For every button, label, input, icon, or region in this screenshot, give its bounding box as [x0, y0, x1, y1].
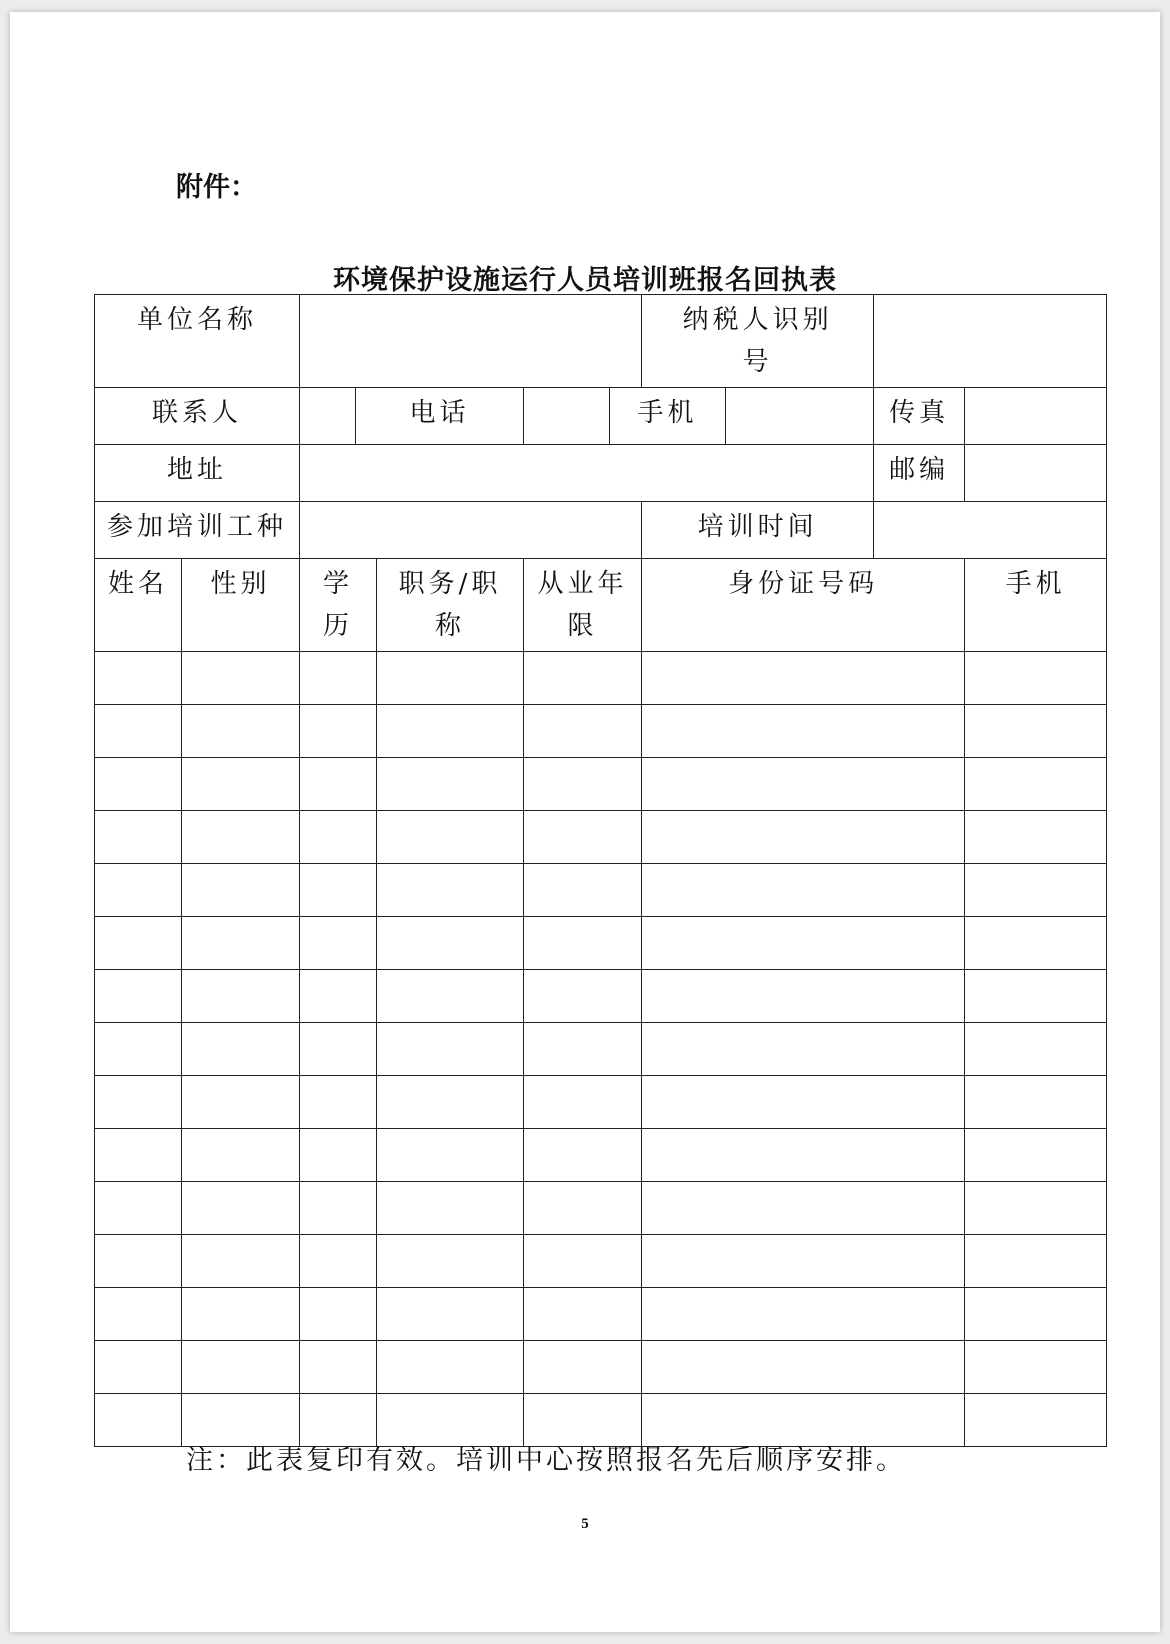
col-header-gender: 性别	[182, 559, 300, 652]
cell-gender[interactable]	[182, 758, 300, 811]
cell-id-number[interactable]	[642, 864, 965, 917]
cell-mobile[interactable]	[965, 652, 1107, 705]
table-row	[95, 917, 1107, 970]
cell-name[interactable]	[95, 1341, 182, 1394]
training-time-label: 培训时间	[642, 502, 874, 559]
cell-title[interactable]	[377, 864, 524, 917]
cell-title[interactable]	[377, 1182, 524, 1235]
table-row	[95, 1235, 1107, 1288]
cell-years[interactable]	[524, 1076, 642, 1129]
cell-title[interactable]	[377, 1076, 524, 1129]
cell-years[interactable]	[524, 652, 642, 705]
cell-name[interactable]	[95, 758, 182, 811]
cell-name[interactable]	[95, 1129, 182, 1182]
unit-name-label: 单位名称	[95, 295, 300, 388]
cell-mobile[interactable]	[965, 1341, 1107, 1394]
cell-mobile[interactable]	[965, 970, 1107, 1023]
cell-mobile[interactable]	[965, 1129, 1107, 1182]
mobile-label: 手机	[610, 388, 726, 445]
table-row	[95, 1023, 1107, 1076]
table-row	[95, 970, 1107, 1023]
table-row	[95, 1129, 1107, 1182]
cell-years[interactable]	[524, 1235, 642, 1288]
cell-education[interactable]	[300, 864, 377, 917]
cell-gender[interactable]	[182, 1076, 300, 1129]
cell-mobile[interactable]	[965, 864, 1107, 917]
table-row	[95, 1288, 1107, 1341]
cell-education[interactable]	[300, 1023, 377, 1076]
cell-name[interactable]	[95, 1182, 182, 1235]
cell-id-number[interactable]	[642, 1288, 965, 1341]
cell-name[interactable]	[95, 1394, 182, 1447]
address-label: 地址	[95, 445, 300, 502]
cell-id-number[interactable]	[642, 652, 965, 705]
cell-title[interactable]	[377, 1235, 524, 1288]
table-row	[95, 1076, 1107, 1129]
col-header-title: 职务/职 称	[377, 559, 524, 652]
cell-id-number[interactable]	[642, 811, 965, 864]
cell-id-number[interactable]	[642, 1235, 965, 1288]
contact-label: 联系人	[95, 388, 300, 445]
cell-years[interactable]	[524, 811, 642, 864]
cell-education[interactable]	[300, 1076, 377, 1129]
cell-years[interactable]	[524, 864, 642, 917]
cell-id-number[interactable]	[642, 917, 965, 970]
cell-gender[interactable]	[182, 1288, 300, 1341]
cell-education[interactable]	[300, 1129, 377, 1182]
cell-education[interactable]	[300, 652, 377, 705]
fax-label: 传真	[874, 388, 965, 445]
cell-id-number[interactable]	[642, 1341, 965, 1394]
cell-title[interactable]	[377, 758, 524, 811]
cell-gender[interactable]	[182, 1341, 300, 1394]
table-row	[95, 864, 1107, 917]
cell-years[interactable]	[524, 758, 642, 811]
cell-id-number[interactable]	[642, 1076, 965, 1129]
cell-years[interactable]	[524, 1023, 642, 1076]
participant-header-row	[95, 559, 1107, 652]
cell-id-number[interactable]	[642, 970, 965, 1023]
cell-gender[interactable]	[182, 864, 300, 917]
cell-education[interactable]	[300, 811, 377, 864]
cell-gender[interactable]	[182, 1129, 300, 1182]
cell-title[interactable]	[377, 1288, 524, 1341]
cell-name[interactable]	[95, 811, 182, 864]
tax-id-label: 纳税人识别 号	[642, 295, 874, 388]
cell-title[interactable]	[377, 811, 524, 864]
cell-name[interactable]	[95, 1288, 182, 1341]
cell-years[interactable]	[524, 705, 642, 758]
table-row	[95, 1341, 1107, 1394]
cell-name[interactable]	[95, 1235, 182, 1288]
cell-id-number[interactable]	[642, 1023, 965, 1076]
cell-mobile[interactable]	[965, 1023, 1107, 1076]
address-field[interactable]	[300, 445, 874, 502]
cell-id-number[interactable]	[642, 705, 965, 758]
cell-gender[interactable]	[182, 811, 300, 864]
cell-education[interactable]	[300, 1182, 377, 1235]
registration-form-table	[94, 294, 1107, 1447]
cell-years[interactable]	[524, 1288, 642, 1341]
col-header-name: 姓名	[95, 559, 182, 652]
cell-name[interactable]	[95, 652, 182, 705]
cell-title[interactable]	[377, 1341, 524, 1394]
postcode-label: 邮编	[874, 445, 965, 502]
cell-mobile[interactable]	[965, 758, 1107, 811]
form-row-contact	[95, 388, 1107, 445]
col-header-years: 从业年 限	[524, 559, 642, 652]
job-type-field[interactable]	[300, 502, 642, 559]
cell-mobile[interactable]	[965, 1182, 1107, 1235]
phone-label: 电话	[356, 388, 524, 445]
cell-name[interactable]	[95, 864, 182, 917]
cell-education[interactable]	[300, 1341, 377, 1394]
cell-years[interactable]	[524, 970, 642, 1023]
postcode-field[interactable]	[965, 445, 1107, 502]
form-row-unit	[95, 295, 1107, 388]
cell-name[interactable]	[95, 705, 182, 758]
cell-mobile[interactable]	[965, 1235, 1107, 1288]
table-row	[95, 705, 1107, 758]
cell-mobile[interactable]	[965, 1076, 1107, 1129]
cell-title[interactable]	[377, 970, 524, 1023]
cell-education[interactable]	[300, 917, 377, 970]
cell-gender[interactable]	[182, 1182, 300, 1235]
footnote: 注：此表复印有效。培训中心按照报名先后顺序安排。	[186, 1445, 906, 1476]
cell-gender[interactable]	[182, 1023, 300, 1076]
cell-gender[interactable]	[182, 970, 300, 1023]
cell-gender[interactable]	[182, 652, 300, 705]
tax-id-field[interactable]	[874, 295, 1107, 388]
mobile-field[interactable]	[726, 388, 874, 445]
cell-education[interactable]	[300, 1288, 377, 1341]
cell-name[interactable]	[95, 970, 182, 1023]
training-time-field[interactable]	[874, 502, 1107, 559]
attachment-label: 附件：	[176, 172, 257, 203]
table-row	[95, 758, 1107, 811]
cell-name[interactable]	[95, 1023, 182, 1076]
cell-mobile[interactable]	[965, 811, 1107, 864]
cell-mobile[interactable]	[965, 1288, 1107, 1341]
cell-id-number[interactable]	[642, 1182, 965, 1235]
cell-years[interactable]	[524, 917, 642, 970]
fax-field[interactable]	[965, 388, 1107, 445]
cell-name[interactable]	[95, 917, 182, 970]
table-row	[95, 652, 1107, 705]
form-row-address	[95, 445, 1107, 502]
phone-field[interactable]	[524, 388, 610, 445]
cell-education[interactable]	[300, 758, 377, 811]
cell-mobile[interactable]	[965, 705, 1107, 758]
cell-gender[interactable]	[182, 1235, 300, 1288]
cell-mobile[interactable]	[965, 1394, 1107, 1447]
cell-title[interactable]	[377, 1023, 524, 1076]
cell-education[interactable]	[300, 705, 377, 758]
cell-id-number[interactable]	[642, 1129, 965, 1182]
cell-gender[interactable]	[182, 917, 300, 970]
col-header-education: 学 历	[300, 559, 377, 652]
job-type-label: 参加培训工种	[95, 502, 300, 559]
col-header-id-number: 身份证号码	[642, 559, 965, 652]
cell-education[interactable]	[300, 1235, 377, 1288]
cell-education[interactable]	[300, 970, 377, 1023]
contact-field[interactable]	[300, 388, 356, 445]
cell-years[interactable]	[524, 1341, 642, 1394]
cell-title[interactable]	[377, 1129, 524, 1182]
cell-title[interactable]	[377, 917, 524, 970]
cell-name[interactable]	[95, 1076, 182, 1129]
cell-mobile[interactable]	[965, 917, 1107, 970]
page-number: 5	[581, 1516, 589, 1532]
cell-id-number[interactable]	[642, 758, 965, 811]
cell-years[interactable]	[524, 1182, 642, 1235]
table-row	[95, 1182, 1107, 1235]
col-header-mobile: 手机	[965, 559, 1107, 652]
form-title: 环境保护设施运行人员培训班报名回执表	[333, 265, 837, 296]
cell-title[interactable]	[377, 652, 524, 705]
cell-years[interactable]	[524, 1129, 642, 1182]
cell-title[interactable]	[377, 705, 524, 758]
cell-gender[interactable]	[182, 705, 300, 758]
table-row	[95, 811, 1107, 864]
unit-name-field[interactable]	[300, 295, 642, 388]
form-row-training	[95, 502, 1107, 559]
